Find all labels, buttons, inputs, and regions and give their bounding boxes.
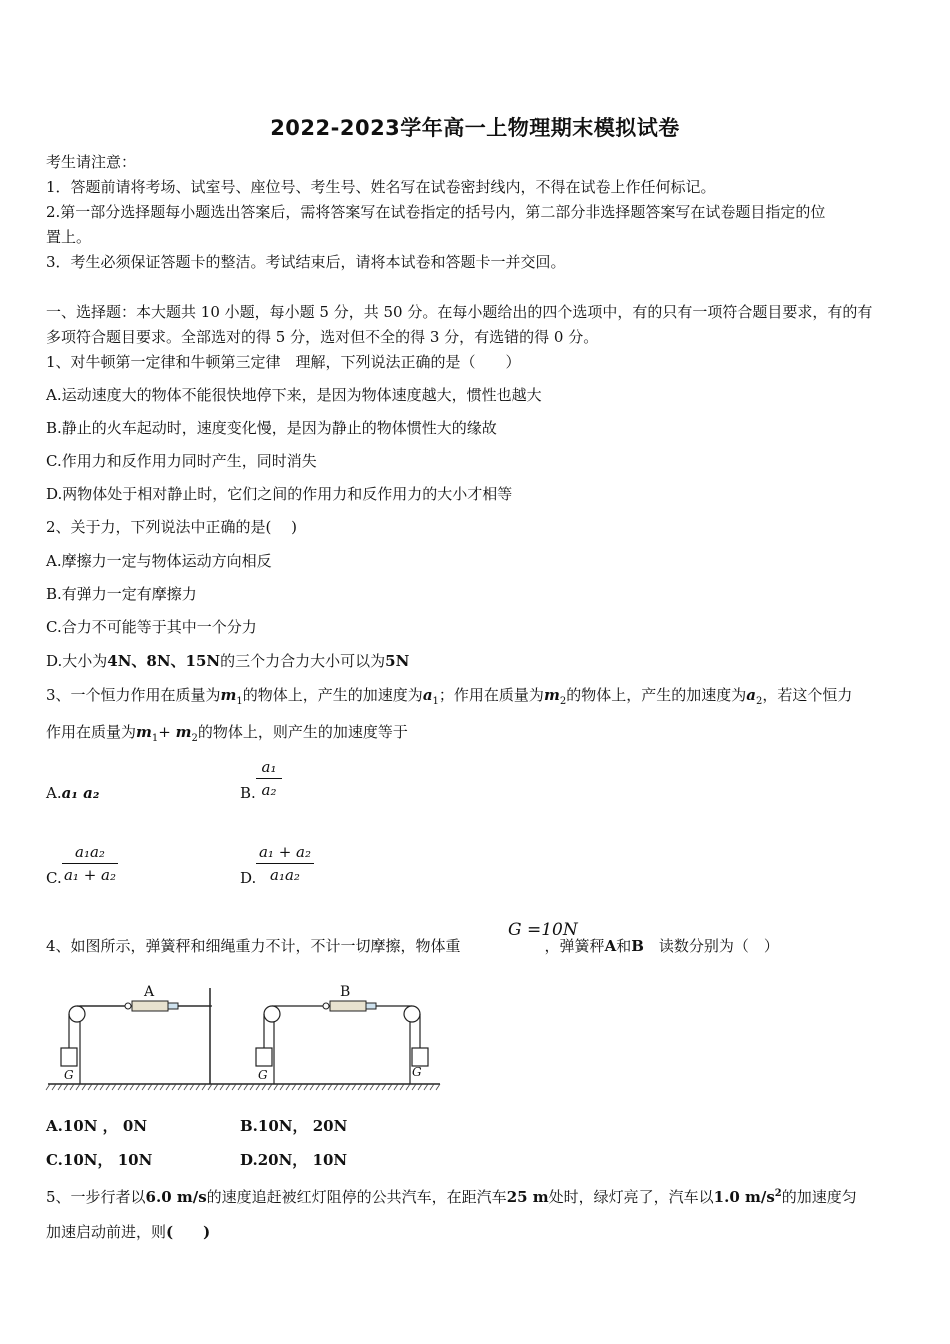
page-title: 2022-2023学年高一上物理期末模拟试卷	[270, 116, 680, 140]
right-left-weight-block	[256, 1048, 272, 1066]
q4-option-d: D.20N， 10N	[240, 1151, 348, 1169]
q3-stem-line2: 作用在质量为$m_1+ m_2$的物体上，则产生的加速度等于	[46, 723, 408, 744]
notice-item-3: 3．考生必须保证答题卡的整洁。考试结束后，请将本试卷和答题卡一并交回。	[46, 253, 566, 271]
right-right-weight-block	[412, 1048, 428, 1066]
q1-option-c: C.作用力和反作用力同时产生，同时消失	[46, 452, 317, 470]
q4-option-b: B.10N， 20N	[240, 1117, 348, 1135]
notice-item-2-cont: 置上。	[46, 228, 92, 246]
q3-option-c-label: C.	[46, 869, 62, 887]
notice-item-1: 1．答题前请将考场、试室号、座位号、考生号、姓名写在试卷密封线内，不得在试卷上作任何标记。	[46, 178, 716, 196]
q1-stem: 1、对牛顿第一定律和牛顿第三定律 理解，下列说法正确的是（ ）	[46, 353, 521, 371]
q3-option-c-fraction: a₁a₂ a₁ + a₂	[63, 843, 117, 884]
q4-weight-formula: G =10N	[508, 920, 578, 940]
notice-heading: 考生请注意：	[46, 153, 137, 171]
q3-option-d-fraction: a₁ + a₂ a₁a₂	[256, 842, 314, 885]
left-weight-label: G	[64, 1068, 74, 1082]
q3-option-a: A.a₁ a₂	[46, 784, 100, 802]
q4-option-c: C.10N， 10N	[46, 1151, 153, 1169]
q4-stem: 4、如图所示，弹簧秤和细绳重力不计，不计一切摩擦，物体重 ，弹簧秤A和B 读数分别为（ ）	[46, 937, 779, 955]
right-left-weight-label: G	[258, 1068, 268, 1082]
spring-balance-b	[323, 1001, 376, 1011]
q2-option-c: C.合力不可能等于其中一个分力	[46, 618, 257, 636]
section-intro-line1: 一、选择题：本大题共 10 小题，每小题 5 分，共 50 分。在每小题给出的四个选项中，有的只有一项符合题目要求，有的有	[46, 303, 873, 321]
q1-option-d: D.两物体处于相对静止时，它们之间的作用力和反作用力的大小才相等	[46, 485, 513, 503]
right-right-weight-label: G	[412, 1065, 422, 1079]
right-left-pulley	[264, 1006, 280, 1022]
q3-option-b-fraction: a₁ a₂	[256, 757, 282, 800]
q2-option-d: D.大小为4N、8N、15N的三个力合力大小可以为5N	[46, 652, 410, 670]
q1-option-b: B.静止的火车起动时，速度变化慢，是因为静止的物体惯性大的缘故	[46, 419, 497, 437]
q1-option-a: A.运动速度大的物体不能很快地停下来，是因为物体速度越大，惯性也越大	[46, 386, 542, 404]
left-pulley	[69, 1006, 85, 1022]
right-apparatus	[264, 1006, 420, 1084]
q3-stem-line1: 3、一个恒力作用在质量为$m_1$的物体上，产生的加速度为$a_1$；作用在质量为$m_2$的物体上，产生的加速度为$a_2$，若这个恒力	[46, 686, 853, 707]
section-intro-line2: 多项符合题目要求。全部选对的得 5 分，选对但不全的得 3 分，有选错的得 0 分。	[46, 328, 599, 346]
spring-balance-a	[125, 1001, 210, 1011]
q2-option-a: A.摩擦力一定与物体运动方向相反	[46, 552, 272, 570]
spring-b-label: B	[340, 984, 351, 1000]
q5-stem-line2: 加速启动前进，则( )	[46, 1223, 211, 1241]
right-right-pulley	[404, 1006, 420, 1022]
q3-option-b-label: B.	[240, 784, 256, 802]
q5-stem-line1: 5、一步行者以6.0 m/s的速度追赶被红灯阻停的公共汽车，在距汽车25 m处时，绿灯亮了，汽车以1.0 $m/s^2$的加速度匀	[46, 1188, 857, 1206]
notice-item-2: 2.第一部分选择题每小题选出答案后，需将答案写在试卷指定的括号内，第二部分非选择题答案写在试卷题目指定的位	[46, 203, 826, 221]
spring-a-label: A	[144, 984, 155, 1000]
q2-stem: 2、关于力，下列说法中正确的是( )	[46, 518, 298, 536]
q3-option-d-label: D.	[240, 869, 257, 887]
spring-balance-figure	[44, 978, 444, 1096]
left-weight-block	[61, 1048, 77, 1066]
q4-option-a: A.10N ， 0N	[46, 1117, 148, 1135]
ground-hatching	[46, 1084, 440, 1090]
q2-option-b: B.有弹力一定有摩擦力	[46, 585, 197, 603]
